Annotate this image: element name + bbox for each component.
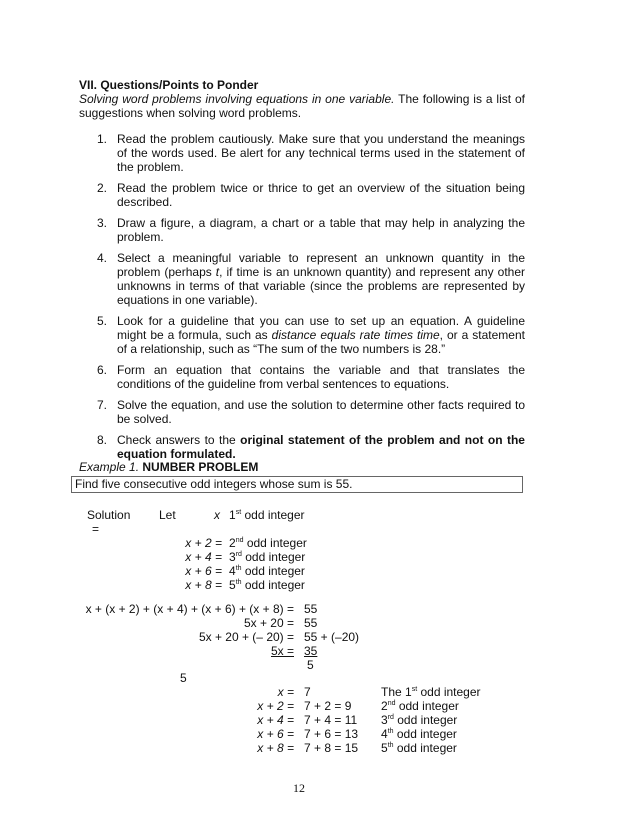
def-expr: x + 4 = (185, 550, 222, 564)
section-heading: VII. Questions/Points to Ponder (79, 78, 259, 92)
def-desc: 5th odd integer (229, 578, 305, 592)
list-item: 4. Select a meaningful variable to represent an unknown quantity in the problem (perhaps t, if time is an unknown quantity) and represent any other unknowns in terms of that variable (since the problems are represented by equations in one variable). (97, 251, 525, 307)
answer-calc: 7 + 8 = 15 (304, 741, 359, 755)
equation-lhs: 5x = (270, 644, 294, 658)
answer-calc: 7 (304, 685, 311, 699)
let-label: Let (159, 508, 176, 522)
def-expr: x + 8 = (185, 578, 222, 592)
denominator-five: 5 (180, 671, 187, 685)
answer-desc: 3rd odd integer (381, 713, 458, 727)
answer-lhs: x + 6 = (257, 727, 294, 741)
def-desc: 1st odd integer (229, 508, 305, 522)
list-item: 1. Read the problem cautiously. Make sure that you understand the meanings of the words used. Be alert for any technical terms used in the statement of the problem. (97, 132, 525, 174)
def-expr: x + 6 = (185, 564, 222, 578)
example-title: Example 1. NUMBER PROBLEM (79, 460, 259, 474)
answer-desc: The 1st odd integer (381, 685, 481, 699)
section-intro (79, 92, 525, 120)
solution-equals: = (92, 522, 100, 536)
equation-rhs: 55 (304, 602, 318, 616)
def-expr: x (214, 508, 220, 522)
equation-rhs: 55 + (–20) (304, 630, 360, 644)
equation-lhs: x + (x + 2) + (x + 4) + (x + 6) + (x + 8) = (85, 602, 294, 616)
list-item: 6. Form an equation that contains the variable and that translates the conditions of the guideline from verbal sentences to equations. (97, 363, 525, 391)
intro-italic: Solving word problems involving equations in one variable. (79, 92, 395, 106)
def-desc: 2nd odd integer (229, 536, 307, 550)
answer-lhs: x = (277, 685, 294, 699)
list-item: 7. Solve the equation, and use the solution to determine other facts required to be solved. (97, 398, 525, 426)
equation-rhs: 55 (304, 616, 318, 630)
list-item: 8. Check answers to the original statement of the problem and not on the equation formulated. (97, 433, 525, 461)
answer-calc: 7 + 2 = 9 (304, 699, 352, 713)
answer-calc: 7 + 4 = 11 (304, 713, 358, 727)
answer-calc: 7 + 6 = 13 (304, 727, 359, 741)
problem-box: Find five consecutive odd integers whose sum is 55. (71, 476, 523, 493)
def-expr: x + 2 = (185, 536, 222, 550)
answer-lhs: x + 2 = (257, 699, 294, 713)
equation-rhs: 35 (304, 644, 318, 658)
answer-lhs: x + 4 = (257, 713, 294, 727)
steps-list (79, 132, 525, 468)
list-item: 2. Read the problem twice or thrice to get an overview of the situation being described. (97, 181, 525, 209)
solution-label: Solution (87, 508, 131, 522)
answer-desc: 5th odd integer (381, 741, 457, 755)
equation-lhs: 5x + 20 + (– 20) = (198, 630, 294, 644)
intro-rest: The following is a list of suggestions when solving word problems. (79, 92, 525, 120)
equation-lhs: 5x + 20 = (243, 616, 294, 630)
def-desc: 4th odd integer (229, 564, 305, 578)
answer-desc: 4th odd integer (381, 727, 457, 741)
def-desc: 3rd odd integer (229, 550, 306, 564)
page-number: 12 (293, 781, 305, 795)
answer-lhs: x + 8 = (257, 741, 294, 755)
list-item: 5. Look for a guideline that you can use to set up an equation. A guideline might be a formula, such as distance equals rate times time, or a statement of a relationship, such as “The sum of the two numbers is 28.” (97, 314, 525, 356)
equation-rhs: 5 (307, 658, 314, 672)
list-item: 3. Draw a figure, a diagram, a chart or a table that may help in analyzing the problem. (97, 216, 525, 244)
answer-desc: 2nd odd integer (381, 699, 459, 713)
